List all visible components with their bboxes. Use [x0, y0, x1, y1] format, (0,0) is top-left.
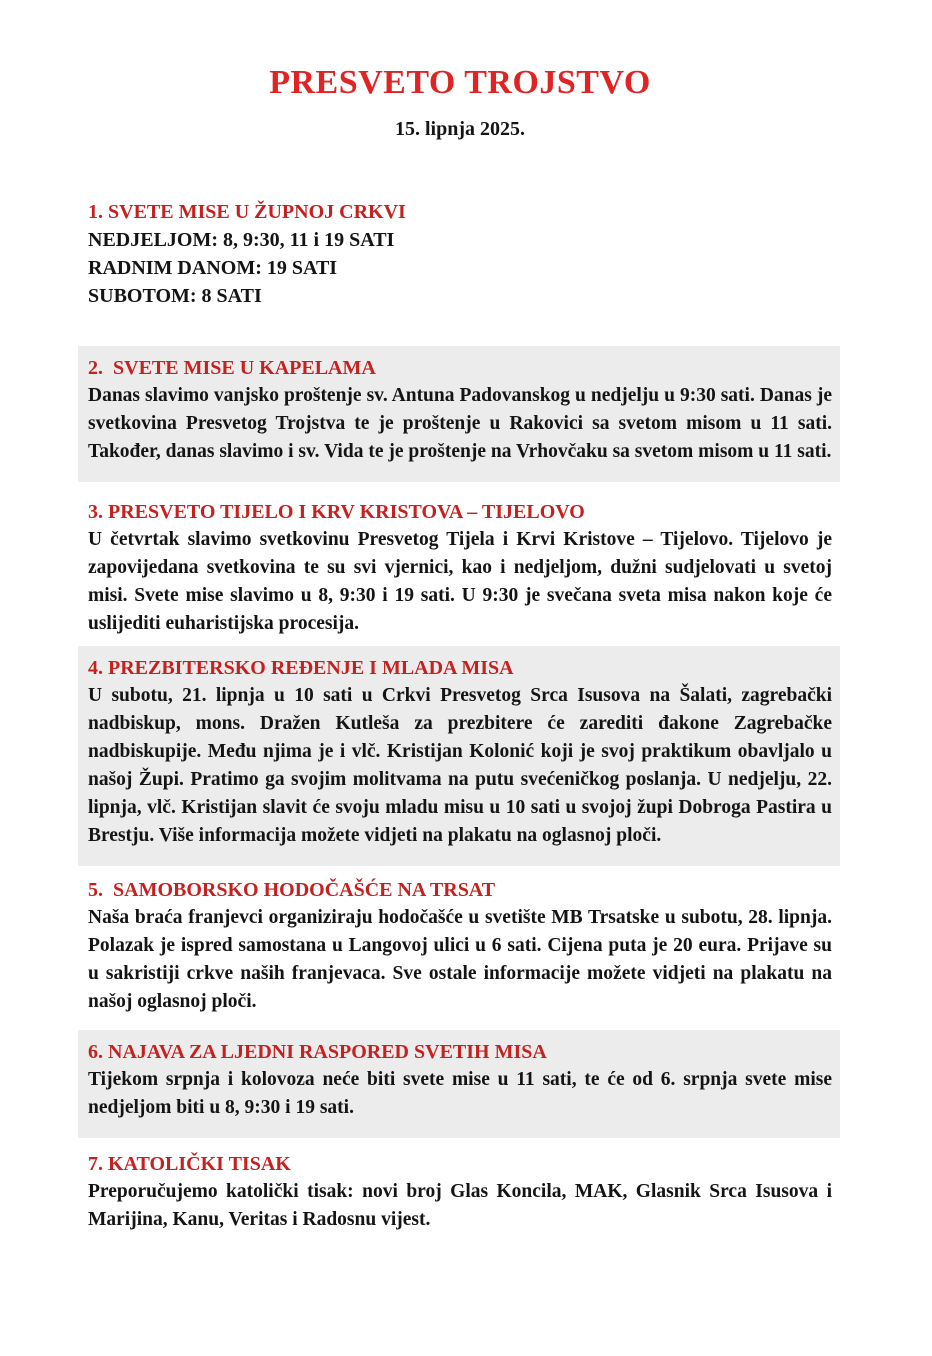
- section-corpus-christi: [88, 498, 832, 638]
- section-pilgrimage: [88, 876, 832, 1016]
- section-body: U četvrtak slavimo svetkovinu Presvetog Tijela i Krvi Kristove – Tijelovo. Tijelovo je zapovijedana svetkovina te su svi vjernici, kao i nedjeljom, dužni sudjelovati u svetoj misi. Svete mise slavimo u 8, 9:30 i 19 sati. U 9:30 je svečana sveta misa nakon koje će uslijediti euharistijska procesija.: [88, 529, 832, 634]
- section-body: Danas slavimo vanjsko proštenje sv. Antuna Padovanskog u nedjelju u 9:30 sati. Danas je svetkovina Presvetog Trojstva te je proštenje u Rakovici sa svetom misom u 11 sati. Također, danas slavimo i sv. Vida te je proštenje na Vrhovčaku sa svetom misom u 11 sati.: [88, 385, 832, 462]
- section-chapel-masses: [78, 346, 840, 482]
- page-title: PRESVETO TROJSTVO: [269, 64, 651, 101]
- section-heading: 5. SAMOBORSKO HODOČAŠĆE NA TRSAT: [88, 879, 496, 901]
- section-body: Tijekom srpnja i kolovoza neće biti svete mise u 11 sati, te će od 6. srpnja svete mise nedjeljom biti u 8, 9:30 i 19 sati.: [88, 1069, 832, 1118]
- section-body: Preporučujemo katolički tisak: novi broj Glas Koncila, MAK, Glasnik Srca Isusova i Marijina, Kanu, Veritas i Radosnu vijest.: [88, 1181, 832, 1230]
- document-date: 15. lipnja 2025.: [394, 118, 526, 140]
- mass-schedule-line-sunday: NEDJELJOM: 8, 9:30, 11 i 19 SATI: [88, 229, 395, 251]
- section-heading: 4. PREZBITERSKO REĐENJE I MLADA MISA: [88, 657, 514, 679]
- section-heading: 1. SVETE MISE U ŽUPNOJ CRKVI: [88, 201, 406, 223]
- section-body: Naša braća franjevci organiziraju hodočašće u svetište MB Trsatske u subotu, 28. lipnja. Polazak je ispred samostana u Langovoj ulici u 6 sati. Cijena puta je 20 eura. Prijave su u sakristiji crkve naših franjevaca. Sve ostale informacije možete vidjeti na plakatu na našoj oglasnoj ploči.: [88, 907, 832, 1012]
- mass-schedule-line-saturday: SUBOTOM: 8 SATI: [88, 285, 262, 307]
- section-ordination: [78, 646, 840, 866]
- section-body: U subotu, 21. lipnja u 10 sati u Crkvi Presvetog Srca Isusova na Šalati, zagrebački nadbiskup, mons. Dražen Kutleša za prezbitere će zarediti đakone Zagrebačke nadbiskupije. Među njima je i vlč. Kristijan Kolonić koji je svoj praktikum obavljalo u našoj Župi. Pratimo ga svojim molitvama na putu svećeničkog poslanja. U nedjelju, 22. lipnja, vlč. Kristijan slavit će svoju mladu misu u 10 sati u svojoj župi Dobroga Pastira u Brestju. Više informacija možete vidjeti na plakatu na oglasnoj ploči.: [88, 685, 832, 846]
- section-heading: 7. KATOLIČKI TISAK: [88, 1153, 291, 1175]
- section-heading: 3. PRESVETO TIJELO I KRV KRISTOVA – TIJELOVO: [88, 501, 585, 523]
- section-summer-schedule: [78, 1030, 840, 1138]
- section-heading: 2. SVETE MISE U KAPELAMA: [88, 357, 376, 379]
- mass-schedule-line-weekday: RADNIM DANOM: 19 SATI: [88, 257, 338, 279]
- section-mass-schedule: [88, 198, 832, 310]
- section-heading: 6. NAJAVA ZA LJEDNI RASPORED SVETIH MISA: [88, 1041, 547, 1063]
- section-catholic-press: [88, 1150, 832, 1234]
